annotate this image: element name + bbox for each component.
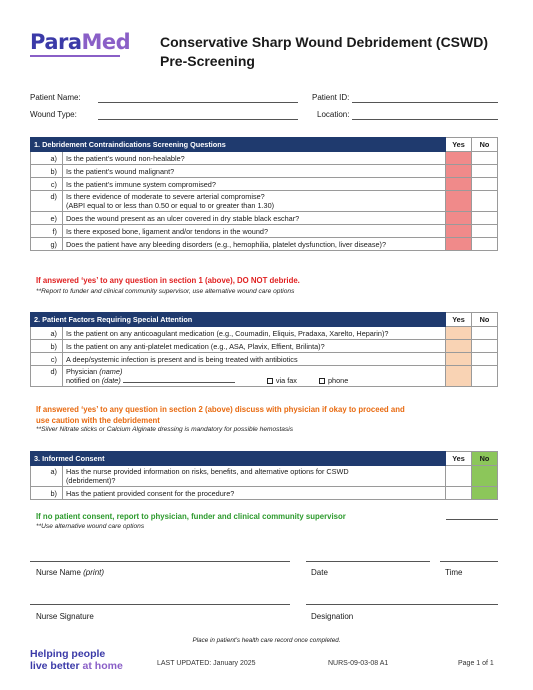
no-header: No — [472, 452, 498, 466]
section1-title: 1. Debridement Contraindications Screening Questions — [31, 138, 446, 152]
logo-underline — [30, 55, 120, 57]
section1-question-c: c) Is the patient’s immune system compromised? — [31, 178, 498, 191]
no-checkbox[interactable] — [472, 212, 498, 225]
section3-title: 3. Informed Consent — [31, 452, 446, 466]
no-checkbox[interactable] — [472, 165, 498, 178]
section2-title: 2. Patient Factors Requiring Special Attention — [31, 313, 446, 327]
yes-checkbox[interactable] — [446, 366, 472, 387]
no-checkbox[interactable] — [472, 466, 498, 487]
yes-checkbox[interactable] — [446, 238, 472, 251]
title-line-2: Pre-Screening — [160, 53, 255, 69]
consent-report-field[interactable] — [446, 519, 498, 520]
time-label: Time — [445, 568, 463, 577]
no-checkbox[interactable] — [472, 487, 498, 500]
section1-question-a: a) Is the patient’s wound non-healable? — [31, 152, 498, 165]
yes-checkbox[interactable] — [446, 466, 472, 487]
yes-checkbox[interactable] — [446, 487, 472, 500]
yes-header: Yes — [446, 313, 472, 327]
physician-line: Physician (name) — [66, 367, 123, 376]
section1-question-f: f) Is there exposed bone, ligament and/or tendons in the wound? — [31, 225, 498, 238]
wound-type-field[interactable] — [98, 119, 298, 120]
yes-checkbox[interactable] — [446, 165, 472, 178]
last-updated: LAST UPDATED: January 2025 — [157, 660, 256, 667]
designation-label: Designation — [311, 612, 354, 621]
yes-checkbox[interactable] — [446, 178, 472, 191]
section2-question-b: b) Is the patient on any anti-platelet medication (e.g., ASA, Plavix, Effient, Brilinta)? — [31, 340, 498, 353]
yes-checkbox[interactable] — [446, 340, 472, 353]
no-checkbox[interactable] — [472, 366, 498, 387]
no-header: No — [472, 313, 498, 327]
no-header: No — [472, 138, 498, 152]
no-checkbox[interactable] — [472, 152, 498, 165]
yes-checkbox[interactable] — [446, 327, 472, 340]
nurse-name-field[interactable] — [30, 561, 290, 562]
section1-table — [30, 137, 498, 251]
section3-subnote: **Use alternative wound care options — [36, 523, 145, 530]
form-title — [160, 33, 488, 71]
section1-question-b: b) Is the patient’s wound malignant? — [31, 165, 498, 178]
section3-table — [30, 451, 498, 500]
yes-checkbox[interactable] — [446, 212, 472, 225]
location-field[interactable] — [352, 119, 498, 120]
no-checkbox[interactable] — [472, 340, 498, 353]
via-fax-option[interactable]: via fax — [267, 376, 297, 385]
designation-field[interactable] — [306, 604, 498, 605]
section3-question-a: a) Has the nurse provided information on risks, benefits, and alternative options for CSWD (debridement)? — [31, 466, 498, 487]
section2-question-d: d) Physician (name) notified on (date) via fax phone — [31, 366, 498, 387]
nurse-signature-field[interactable] — [30, 604, 290, 605]
yes-checkbox[interactable] — [446, 152, 472, 165]
title-line-1: Conservative Sharp Wound Debridement (CSWD) — [160, 34, 489, 50]
phone-checkbox[interactable] — [319, 378, 325, 384]
section2-question-a: a) Is the patient on any anticoagulant medication (e.g., Coumadin, Eliquis, Pradaxa, Xarelto, Heparin)? — [31, 327, 498, 340]
no-checkbox[interactable] — [472, 327, 498, 340]
no-checkbox[interactable] — [472, 353, 498, 366]
yes-checkbox[interactable] — [446, 191, 472, 212]
date-field[interactable] — [306, 561, 430, 562]
no-checkbox[interactable] — [472, 238, 498, 251]
location-label: Location: — [317, 110, 350, 119]
date-label: Date — [311, 568, 328, 577]
phone-option[interactable]: phone — [319, 376, 348, 385]
paramed-logo: ParaMed — [30, 30, 131, 54]
yes-header: Yes — [446, 452, 472, 466]
section3-warning: If no patient consent, report to physician, funder and clinical community supervisor — [36, 512, 346, 521]
page-number: Page 1 of 1 — [458, 660, 494, 667]
no-checkbox[interactable] — [472, 191, 498, 212]
section1-question-e: e) Does the wound present as an ulcer covered in dry stable black eschar? — [31, 212, 498, 225]
nurse-signature-label: Nurse Signature — [36, 612, 94, 621]
yes-checkbox[interactable] — [446, 225, 472, 238]
notified-date-field[interactable] — [123, 376, 235, 383]
section1-question-g: g) Does the patient have any bleeding disorders (e.g., hemophilia, platelet dysfunction, liver disease)? — [31, 238, 498, 251]
no-checkbox[interactable] — [472, 225, 498, 238]
patient-id-label: Patient ID: — [312, 93, 350, 102]
yes-checkbox[interactable] — [446, 353, 472, 366]
yes-header: Yes — [446, 138, 472, 152]
section2-table — [30, 312, 498, 387]
tagline: Helping people live better at home — [30, 648, 123, 672]
notified-line: notified on (date) via fax phone — [66, 376, 349, 385]
section1-subnote: **Report to funder and clinical community supervisor, use alternative wound care options — [36, 288, 295, 295]
patient-name-field[interactable] — [98, 102, 298, 103]
section2-caution: If answered ‘yes’ to any question in section 2 (above) discuss with physician if okay to proceed and use caution with the debridement — [36, 405, 405, 425]
section2-subnote: **Silver Nitrate sticks or Calcium Alginate dressing is mandatory for possible hemostasis — [36, 426, 294, 433]
section3-question-b: b) Has the patient provided consent for the procedure? — [31, 487, 498, 500]
nurse-name-label: Nurse Name (print) — [36, 568, 105, 577]
via-fax-checkbox[interactable] — [267, 378, 273, 384]
patient-name-label: Patient Name: — [30, 93, 81, 102]
time-field[interactable] — [440, 561, 498, 562]
form-code: NURS-09-03-08 A1 — [328, 660, 389, 667]
record-instruction: Place in patient’s health care record once completed. — [192, 637, 341, 644]
section2-question-c: c) A deep/systemic infection is present and is being treated with antibiotics — [31, 353, 498, 366]
patient-id-field[interactable] — [352, 102, 498, 103]
wound-type-label: Wound Type: — [30, 110, 77, 119]
section1-question-d: d) Is there evidence of moderate to severe arterial compromise? (ABPI equal to or less than 0.50 or equal to or greater than 1.30) — [31, 191, 498, 212]
no-checkbox[interactable] — [472, 178, 498, 191]
section1-warning: If answered ‘yes’ to any question in section 1 (above), DO NOT debride. — [36, 276, 300, 285]
